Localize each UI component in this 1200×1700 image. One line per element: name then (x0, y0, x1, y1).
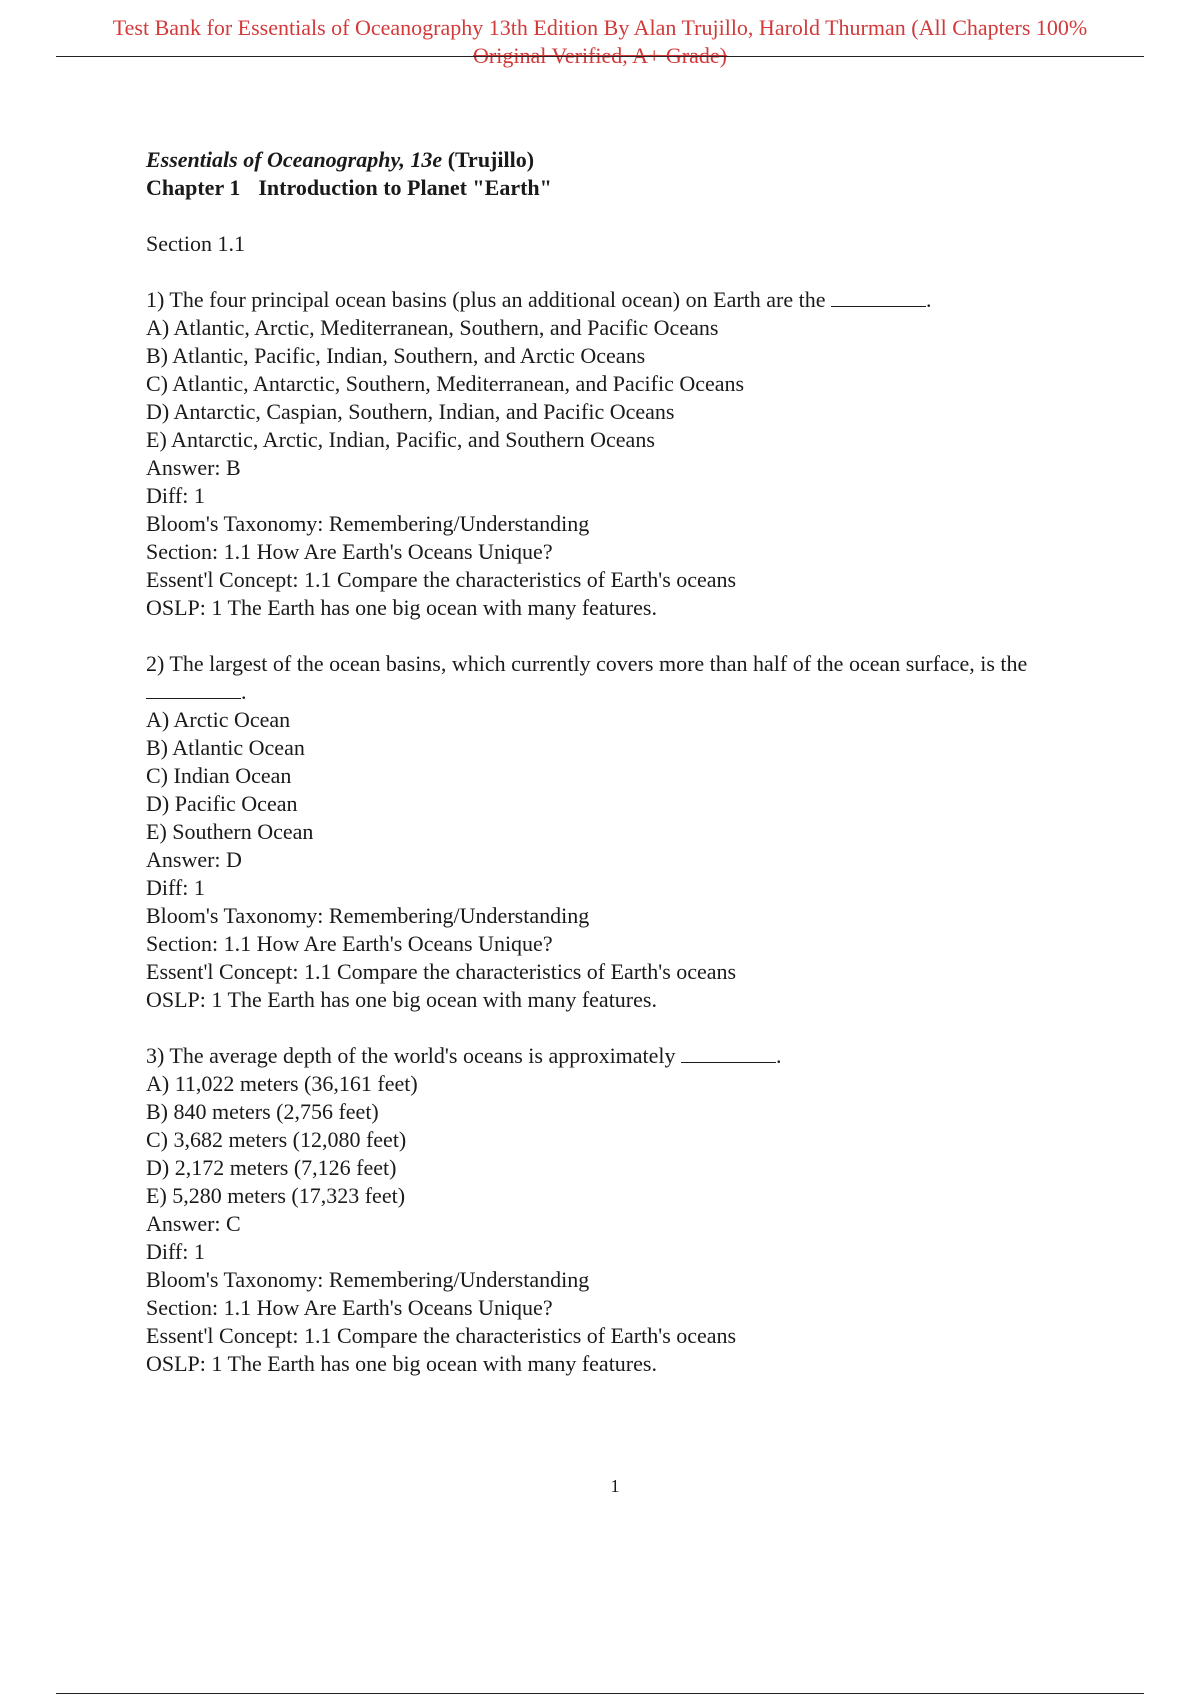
bloom-line: Bloom's Taxonomy: Remembering/Understanding (146, 903, 590, 928)
document-header-line1: Test Bank for Essentials of Oceanography 13th Edition By Alan Trujillo, Harold Thurman (All Chapters 100% (112, 15, 1088, 40)
book-author: (Trujillo) (447, 147, 535, 172)
answer-blank (146, 680, 241, 699)
section-label: Section 1.1 (146, 231, 245, 256)
section-line: Section: 1.1 How Are Earth's Oceans Unique? (146, 1295, 553, 1320)
question-stem-end: . (926, 287, 932, 312)
question-stem-end: . (776, 1043, 782, 1068)
chapter-title: Introduction to Planet "Earth" (258, 175, 552, 200)
bloom-line: Bloom's Taxonomy: Remembering/Understanding (146, 511, 590, 536)
question-stem (146, 286, 1106, 314)
option-a: A) Arctic Ocean (146, 707, 291, 732)
chapter-number: Chapter 1 (146, 175, 241, 200)
oslp-line: OSLP: 1 The Earth has one big ocean with many features. (146, 595, 657, 620)
answer-blank (831, 288, 926, 307)
question-stem-text: 2) The largest of the ocean basins, which currently covers more than half of the ocean surface, is the (146, 651, 1028, 676)
answer-blank (681, 1044, 776, 1063)
option-c: C) Indian Ocean (146, 763, 292, 788)
option-e: E) Antarctic, Arctic, Indian, Pacific, and Southern Oceans (146, 427, 655, 452)
option-e: E) Southern Ocean (146, 819, 314, 844)
difficulty-line: Diff: 1 (146, 875, 205, 900)
question-stem-text: 1) The four principal ocean basins (plus an additional ocean) on Earth are the (146, 287, 832, 312)
section-line: Section: 1.1 How Are Earth's Oceans Unique? (146, 931, 553, 956)
option-d: D) Antarctic, Caspian, Southern, Indian, and Pacific Oceans (146, 399, 675, 424)
chapter-heading (146, 174, 1106, 202)
document-body (146, 146, 1106, 1378)
question-stem-text: 3) The average depth of the world's oceans is approximately (146, 1043, 682, 1068)
question-stem (146, 1042, 1106, 1070)
book-title-italic: Essentials of Oceanography, 13e (146, 147, 443, 172)
question-stem (146, 650, 1106, 706)
option-d: D) Pacific Ocean (146, 791, 298, 816)
question-stem-end: . (241, 679, 247, 704)
concept-line: Essent'l Concept: 1.1 Compare the characteristics of Earth's oceans (146, 959, 737, 984)
option-b: B) 840 meters (2,756 feet) (146, 1099, 379, 1124)
option-e: E) 5,280 meters (17,323 feet) (146, 1183, 406, 1208)
option-c: C) Atlantic, Antarctic, Southern, Mediterranean, and Pacific Oceans (146, 371, 745, 396)
option-c: C) 3,682 meters (12,080 feet) (146, 1127, 407, 1152)
option-b: B) Atlantic, Pacific, Indian, Southern, and Arctic Oceans (146, 343, 646, 368)
concept-line: Essent'l Concept: 1.1 Compare the characteristics of Earth's oceans (146, 1323, 737, 1348)
question-item (146, 650, 1106, 1014)
oslp-line: OSLP: 1 The Earth has one big ocean with many features. (146, 987, 657, 1012)
difficulty-line: Diff: 1 (146, 483, 205, 508)
option-d: D) 2,172 meters (7,126 feet) (146, 1155, 397, 1180)
question-item (146, 1042, 1106, 1378)
difficulty-line: Diff: 1 (146, 1239, 205, 1264)
option-a: A) Atlantic, Arctic, Mediterranean, Southern, and Pacific Oceans (146, 315, 719, 340)
footer-divider (56, 1693, 1144, 1694)
oslp-line: OSLP: 1 The Earth has one big ocean with many features. (146, 1351, 657, 1376)
header-divider (56, 56, 1144, 57)
option-a: A) 11,022 meters (36,161 feet) (146, 1071, 418, 1096)
document-header-line2: Original Verified, A+ Grade) (473, 43, 727, 68)
answer-line: Answer: B (146, 455, 241, 480)
answer-line: Answer: C (146, 1211, 241, 1236)
question-item (146, 286, 1106, 622)
concept-line: Essent'l Concept: 1.1 Compare the characteristics of Earth's oceans (146, 567, 737, 592)
page-number: 1 (610, 1476, 620, 1496)
book-title (146, 146, 1106, 174)
bloom-line: Bloom's Taxonomy: Remembering/Understanding (146, 1267, 590, 1292)
answer-line: Answer: D (146, 847, 242, 872)
section-line: Section: 1.1 How Are Earth's Oceans Unique? (146, 539, 553, 564)
option-b: B) Atlantic Ocean (146, 735, 305, 760)
